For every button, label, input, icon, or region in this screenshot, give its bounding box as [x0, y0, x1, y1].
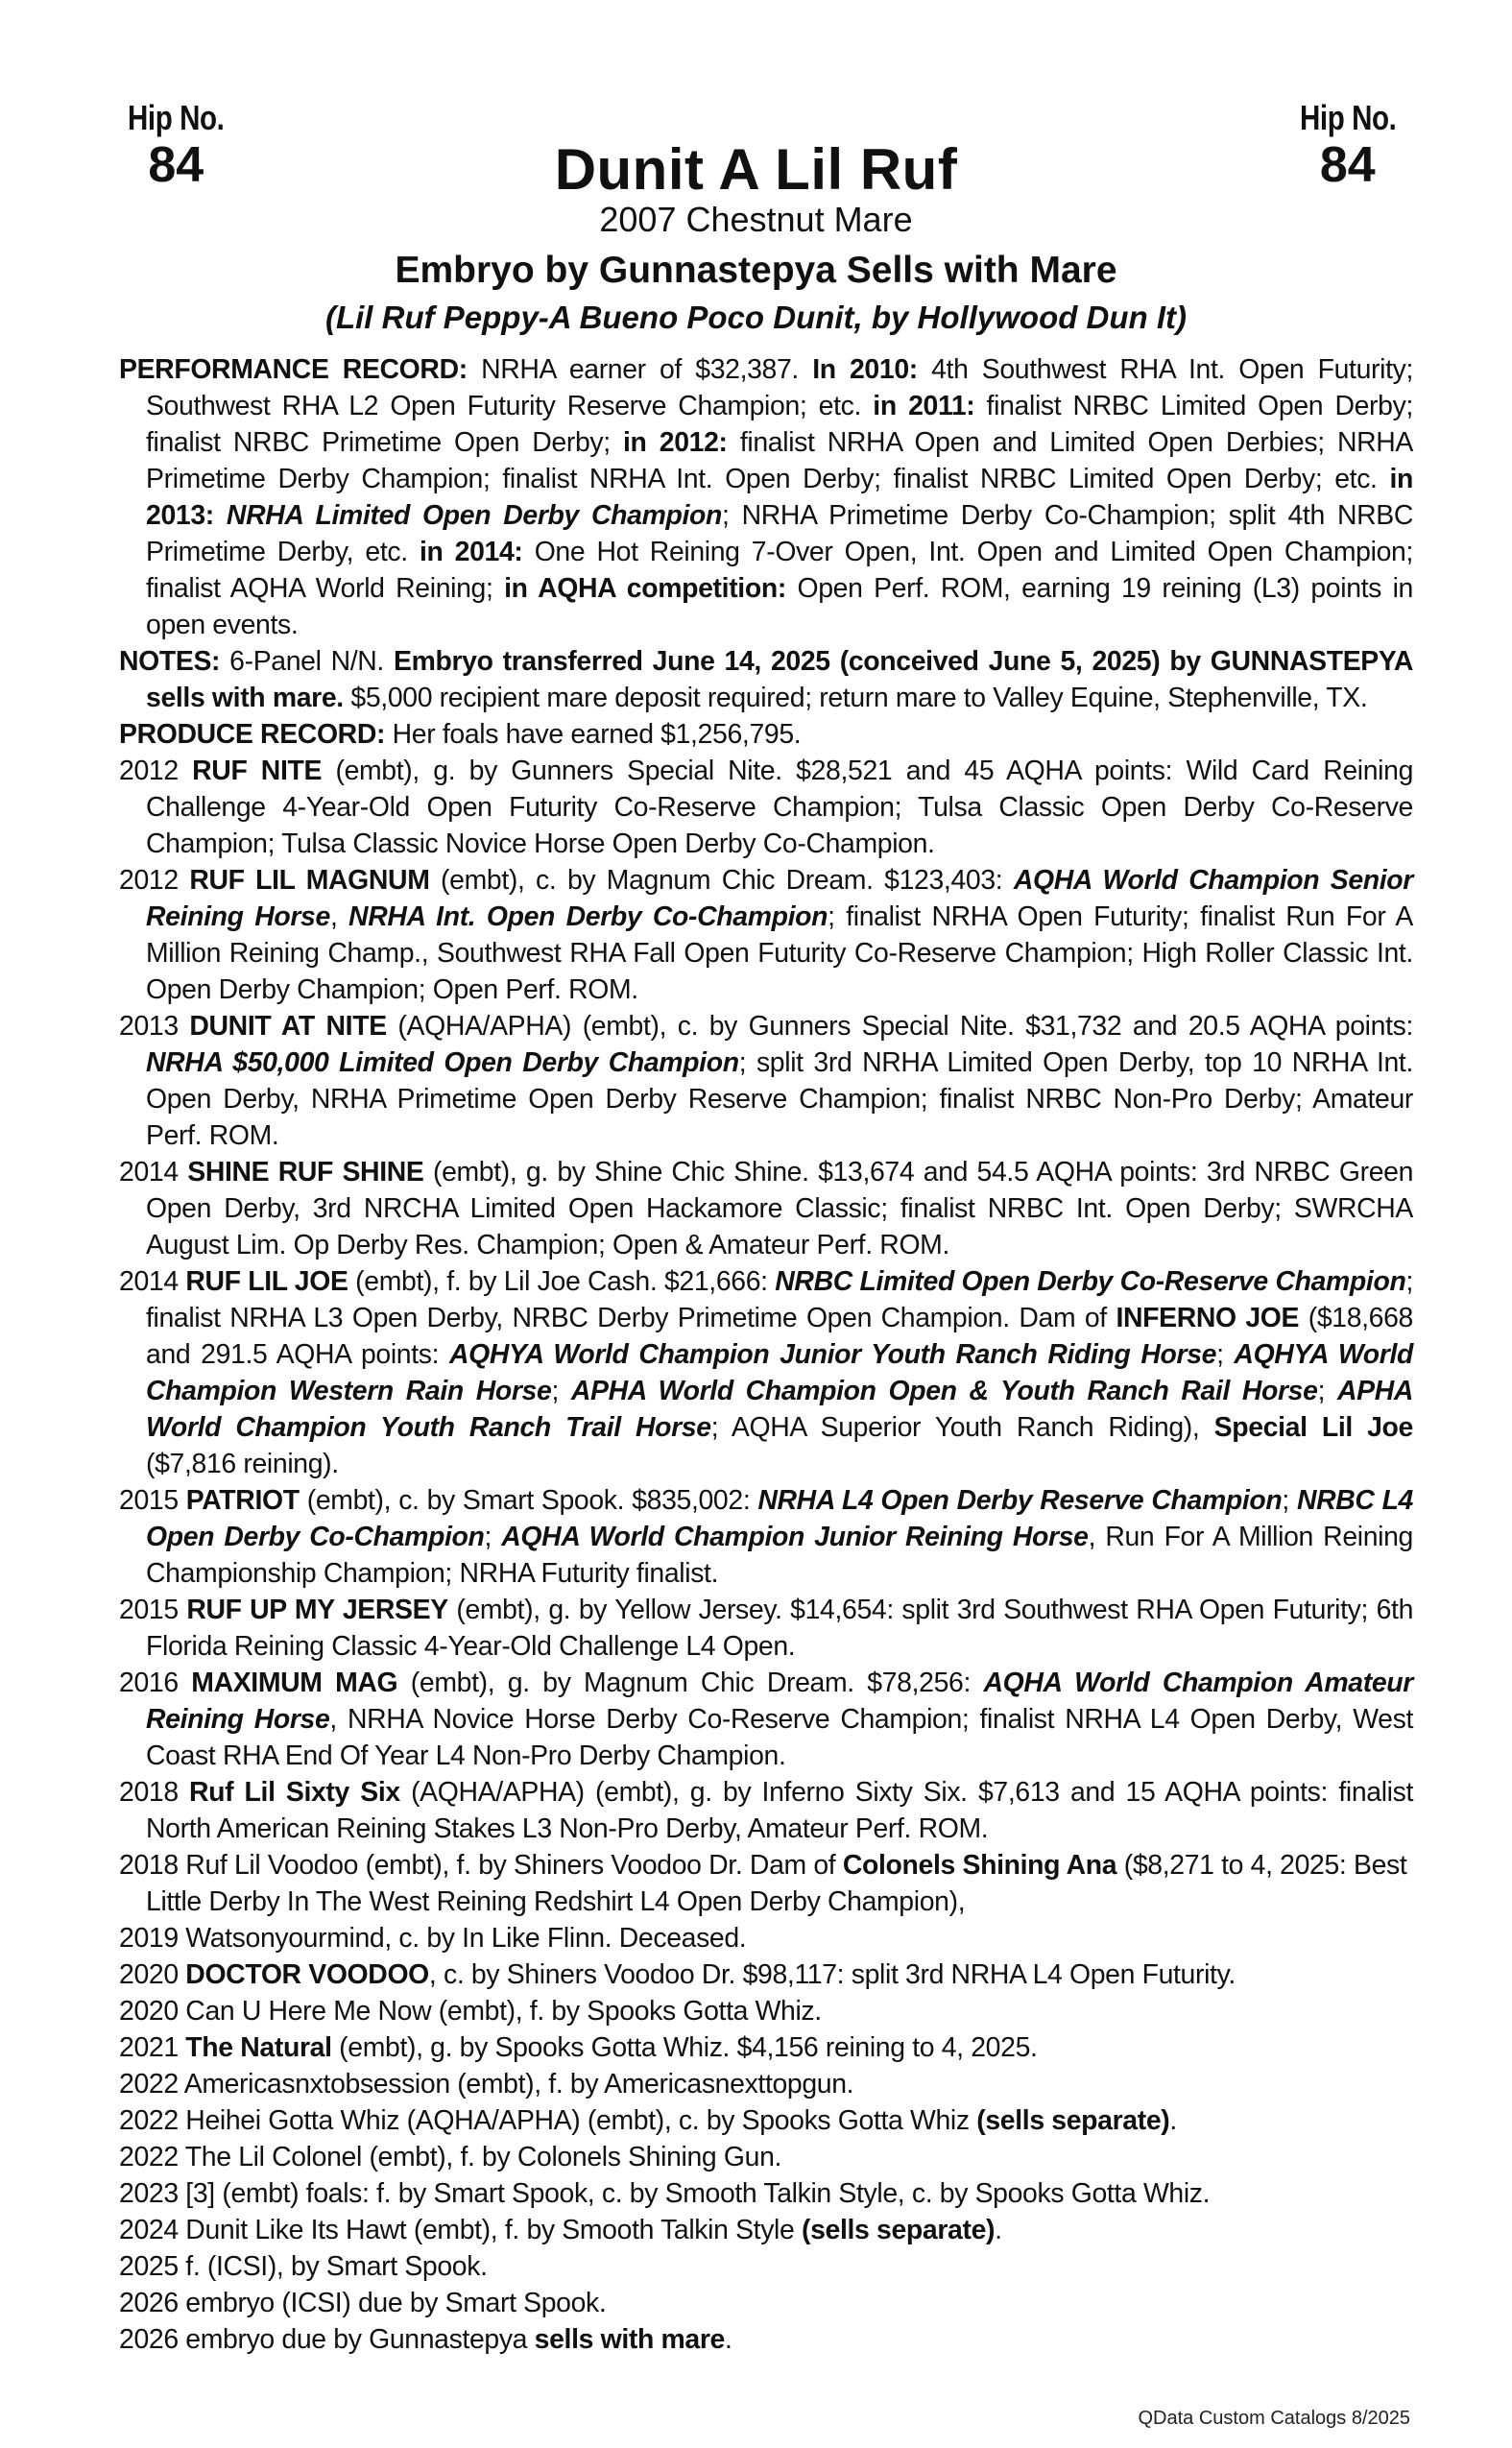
notes: NOTES: 6-Panel N/N. Embryo transferred June 14, 2025 (conceived June 5, 2025) by GUNNASTEPYA sells with mare. $5,000 recipient mare deposit required; return mare to Valley Equine, Stephenville, TX.: [119, 646, 1414, 713]
produce-entry: 2026 embryo (ICSI) due by Smart Spook.: [119, 2288, 607, 2318]
horse-name: Dunit A Lil Ruf: [554, 137, 958, 202]
embryo-line: Embryo by Gunnastepya Sells with Mare: [395, 250, 1117, 291]
hip-number: 84: [148, 137, 204, 193]
horse-description: 2007 Chestnut Mare: [599, 200, 913, 239]
produce-entry: 2012 RUF NITE (embt), g. by Gunners Special Nite. $28,521 and 45 AQHA points: Wild Card Reining Challenge 4-Year-Old Open Futurity Co-Reserve Champion; Tulsa Classic Open Derby Co-Reserve Champion; Tulsa Classic Novice Horse Open Derby Co-Champion.: [119, 756, 1414, 859]
produce-entry: 2016 MAXIMUM MAG (embt), g. by Magnum Chic Dream. $78,256: AQHA World Champion Amateur Reining Horse, NRHA Novice Horse Derby Co-Reserve Champion; finalist NRHA L4 Open Derby, West Coast RHA End Of Year L4 Non-Pro Derby Champion.: [119, 1668, 1413, 1771]
produce-entry: 2018 Ruf Lil Sixty Six (AQHA/APHA) (embt), g. by Inferno Sixty Six. $7,613 and 15 AQHA points: finalist North American Reining Stakes L3 Non-Pro Derby, Amateur Perf. ROM.: [119, 1777, 1414, 1844]
produce-entry: 2026 embryo due by Gunnastepya sells with mare.: [119, 2324, 732, 2355]
hip-number: 84: [1319, 137, 1376, 193]
produce-entry: 2022 Americasnxtobsession (embt), f. by Americasnexttopgun.: [119, 2069, 854, 2100]
produce-entry: 2022 The Lil Colonel (embt), f. by Colonels Shining Gun.: [119, 2142, 782, 2172]
produce-entry: 2022 Heihei Gotta Whiz (AQHA/APHA) (embt), c. by Spooks Gotta Whiz (sells separate).: [119, 2105, 1177, 2136]
pedigree: (Lil Ruf Peppy-A Bueno Poco Dunit, by Hollywood Dun It): [324, 300, 1188, 335]
hip-label: Hip No.: [1299, 98, 1396, 137]
produce-entry: 2021 The Natural (embt), g. by Spooks Gotta Whiz. $4,156 reining to 4, 2025.: [119, 2032, 1038, 2063]
produce-entry: 2020 DOCTOR VOODOO, c. by Shiners Voodoo Dr. $98,117: split 3rd NRHA L4 Open Futurity.: [119, 1959, 1236, 1990]
produce-entry: 2014 RUF LIL JOE (embt), f. by Lil Joe Cash. $21,666: NRBC Limited Open Derby Co-Reserve Champion; finalist NRHA L3 Open Derby, NRBC Derby Primetime Open Champion. Dam of INFERNO JOE ($18,668 and 291.5 AQHA points: AQHYA World Champion Junior Youth Ranch Riding Horse; AQHYA World Champion Western Rain Horse; APHA World Champion Open & Youth Ranch Rail Horse; APHA World Champion Youth Ranch Trail Horse; AQHA Superior Youth Ranch Riding), Special Lil Joe ($7,816 reining).: [119, 1266, 1414, 1479]
section-label: PRODUCE RECORD:: [119, 719, 386, 750]
produce-entry: 2024 Dunit Like Its Hawt (embt), f. by Smooth Talkin Style (sells separate).: [119, 2215, 1002, 2245]
produce-entry: 2015 RUF UP MY JERSEY (embt), g. by Yellow Jersey. $14,654: split 3rd Southwest RHA Open Futurity; 6th Florida Reining Classic 4-Year-Old Challenge L4 Open.: [119, 1595, 1414, 1662]
produce-entry: 2014 SHINE RUF SHINE (embt), g. by Shine Chic Shine. $13,674 and 54.5 AQHA points: 3rd NRBC Green Open Derby, 3rd NRCHA Limited Open Hackamore Classic; finalist NRBC Int. Open Derby; SWRCHA August Lim. Op Derby Res. Champion; Open & Amateur Perf. ROM.: [119, 1157, 1414, 1260]
produce-entry: 2025 f. (ICSI), by Smart Spook.: [119, 2251, 488, 2282]
section-label: NOTES:: [119, 646, 221, 677]
hip-label: Hip No.: [128, 98, 225, 137]
produce-entry: 2020 Can U Here Me Now (embt), f. by Spooks Gotta Whiz.: [119, 1996, 822, 2027]
produce-entry: 2015 PATRIOT (embt), c. by Smart Spook. $835,002: NRHA L4 Open Derby Reserve Champion; NRBC L4 Open Derby Co-Champion; AQHA World Champion Junior Reining Horse, Run For A Million Reining Championship Champion; NRHA Futurity finalist.: [119, 1485, 1413, 1589]
produce-record: PRODUCE RECORD: Her foals have earned $1,256,795.: [119, 719, 802, 750]
performance-record: PERFORMANCE RECORD: NRHA earner of $32,387. In 2010: 4th Southwest RHA Int. Open Futurity; Southwest RHA L2 Open Futurity Reserve Champion; etc. in 2011: finalist NRBC Limited Open Derby; finalist NRBC Primetime Open Derby; in 2012: finalist NRHA Open and Limited Open Derbies; NRHA Primetime Derby Champion; finalist NRHA Int. Open Derby; finalist NRBC Limited Open Derby; etc. in 2013: NRHA Limited Open Derby Champion; NRHA Primetime Derby Co-Champion; split 4th NRBC Primetime Derby, etc. in 2014: One Hot Reining 7-Over Open, Int. Open and Limited Open Champion; finalist AQHA World Reining; in AQHA competition: Open Perf. ROM, earning 19 reining (L3) points in open events.: [119, 354, 1413, 640]
section-label: PERFORMANCE RECORD:: [119, 354, 468, 385]
produce-entry: 2019 Watsonyourmind, c. by In Like Flinn. Deceased.: [119, 1923, 747, 1954]
produce-entry: 2018 Ruf Lil Voodoo (embt), f. by Shiners Voodoo Dr. Dam of Colonels Shining Ana ($8,271 to 4, 2025: Best Little Derby In The West Reining Redshirt L4 Open Derby Champion),: [119, 1850, 1407, 1917]
footer-credit: QData Custom Catalogs 8/2025: [1138, 2408, 1410, 2429]
produce-entry: 2012 RUF LIL MAGNUM (embt), c. by Magnum Chic Dream. $123,403: AQHA World Champion Senior Reining Horse, NRHA Int. Open Derby Co-Champion; finalist NRHA Open Futurity; finalist Run For A Million Reining Champ., Southwest RHA Fall Open Futurity Co-Reserve Champion; High Roller Classic Int. Open Derby Champion; Open Perf. ROM.: [119, 865, 1414, 1005]
catalog-body: [119, 351, 1413, 2358]
produce-entry: 2023 [3] (embt) foals: f. by Smart Spook, c. by Smooth Talkin Style, c. by Spooks Gotta Whiz.: [119, 2178, 1211, 2209]
produce-entry: 2013 DUNIT AT NITE (AQHA/APHA) (embt), c. by Gunners Special Nite. $31,732 and 20.5 AQHA points: NRHA $50,000 Limited Open Derby Champion; split 3rd NRHA Limited Open Derby, top 10 NRHA Int. Open Derby, NRHA Primetime Open Derby Reserve Champion; finalist NRBC Non-Pro Derby; Amateur Perf. ROM.: [119, 1011, 1413, 1151]
